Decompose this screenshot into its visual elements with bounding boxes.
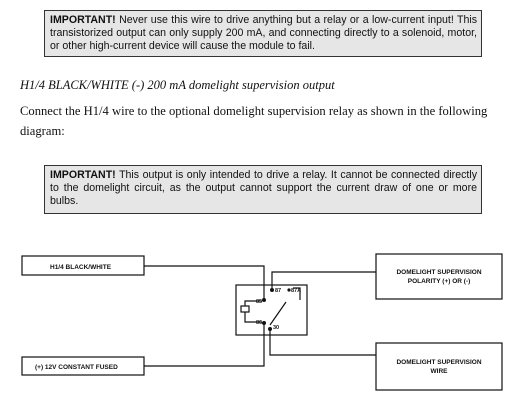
pin-87-dot — [270, 288, 274, 292]
important-note-current-limit — [44, 10, 482, 57]
important-text: This output is only intended to drive a relay. It cannot be connected directly to the domelight circuit, as the output cannot support the current draw of one or more bulbs. — [50, 169, 477, 207]
pin-30-label: 30 — [273, 325, 280, 331]
section-heading: H1/4 BLACK/WHITE (-) 200 mA domelight supervision output — [20, 78, 335, 92]
box-wire-line2: WIRE — [430, 368, 448, 375]
box-domelight-wire — [376, 343, 502, 390]
box-h14-label: H1/4 BLACK/WHITE — [50, 264, 112, 271]
important-text: Never use this wire to drive anything but a relay or a low-current input! This transistorized output can only supply 200 mA, and connecting directly to a solenoid, motor, or other high-current device will cause the module to fail. — [50, 14, 477, 52]
pin-85-label: 85 — [256, 299, 263, 305]
box-12v-label: (+) 12V CONSTANT FUSED — [35, 364, 118, 371]
pin-87a-label: 87A — [291, 288, 302, 294]
important-note-relay-only — [44, 165, 482, 214]
pin-86-dot — [262, 321, 266, 325]
pin-30-dot — [268, 327, 272, 331]
box-wire-line1: DOMELIGHT SUPERVISION — [396, 359, 482, 366]
box-domelight-polarity — [376, 254, 502, 299]
pin-87-label: 87 — [275, 288, 282, 294]
pin-85-dot — [262, 298, 266, 302]
pin-86-label: 86 — [256, 320, 263, 326]
box-polarity-line2: POLARITY (+) OR (-) — [407, 278, 471, 285]
relay-wiring-diagram — [0, 230, 520, 400]
box-polarity-line1: DOMELIGHT SUPERVISION — [396, 269, 482, 276]
important-label: IMPORTANT! — [50, 169, 116, 181]
section-paragraph: Connect the H1/4 wire to the optional domelight supervision relay as shown in the following diagram: — [20, 104, 488, 138]
important-label: IMPORTANT! — [50, 14, 116, 26]
